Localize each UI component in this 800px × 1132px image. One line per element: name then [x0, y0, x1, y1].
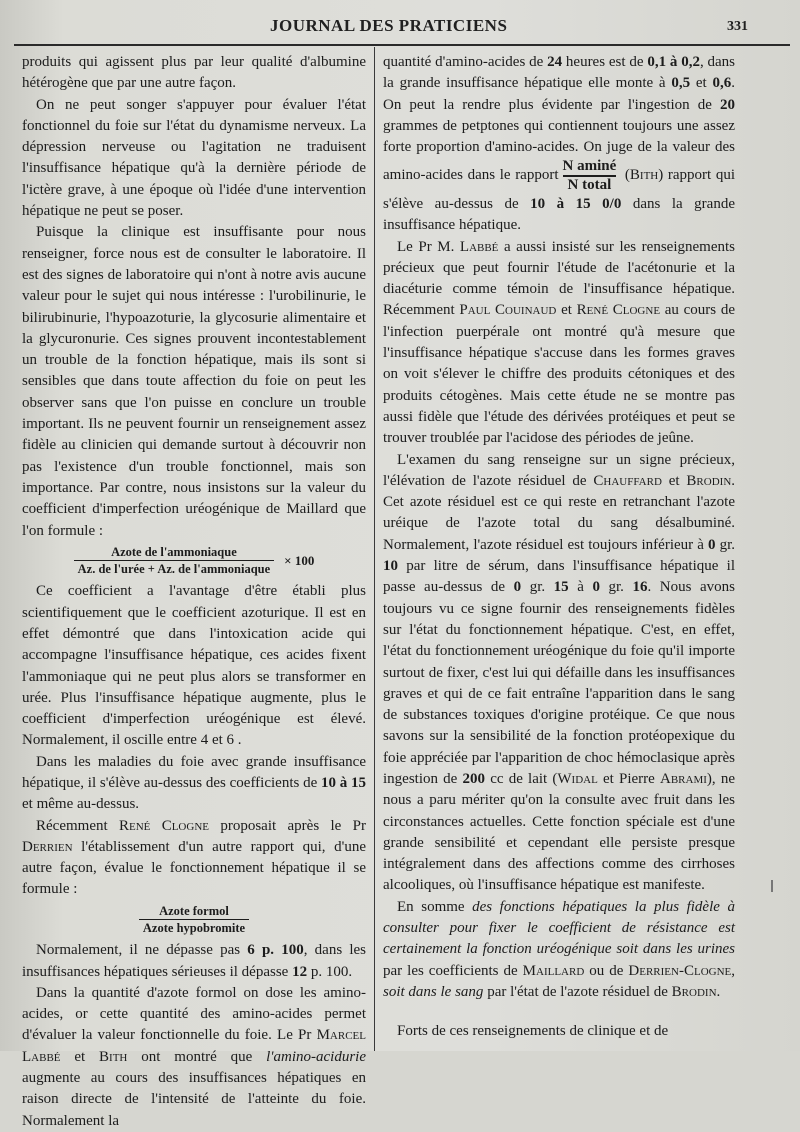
paragraph: On ne peut songer s'appuyer pour évaluer l'état fonctionnel du foie sur l'état du dynamisme nerveux. La dépression nerveuse ou l'agitation ne traduisent l'insuffisance hépatique qu'à la dernière période de l'ictère grave, à une époque où l'idée d'une intervention hépatique ne peut se poser. — [22, 96, 366, 220]
page-header — [0, 0, 800, 46]
paragraph: Normalement, il ne dépasse pas 6 p. 100, dans les insuffisances hépatiques sérieuses il dépasse 12 p. 100. — [22, 942, 367, 980]
paragraph: Forts de ces renseignements de clinique et de — [397, 1023, 669, 1040]
amino-ratio-fraction — [563, 158, 617, 194]
formula-fraction — [74, 544, 275, 578]
margin-mark — [771, 880, 773, 892]
author-name: René Clogne — [118, 817, 209, 834]
formula-multiplier: × 100 — [284, 552, 315, 568]
running-title: JOURNAL DES PRATICIENS — [270, 16, 508, 35]
author-name: Derrien — [22, 838, 73, 855]
author-name: Widal — [557, 771, 598, 787]
paragraph: Récemment René Clogne proposait après le Pr Derrien l'établissement d'un autre rapport qui, d'une autre façon, évalue le fonctionnement hépatique il se formule : — [22, 817, 367, 898]
paragraph: Puisque la clinique est insuffisante pour nous renseigner, force nous est de consulter le laboratoire. Il est des signes de laboratoire qui n'ont à notre avis aucune valeur pour le sujet qui nous intéresse : l'urobilinurie, le bilirubinurie, l'hypoazoturie, la glycosurie alimentaire et la glycuronurie. Ces signes prouvent incontestablement un trouble de la fonction hépatique, mais ils sont si sensibles que dans toute affection du foie on peut les observer sans que l'on puisse en conclure un trouble important. Ils ne peuvent fournir un renseignement assez fidèle au clinicien qui demande surtout à découvrir non pas l'existence d'un trouble fonctionnel, mais son importance. Par contre, nous insistons sur la valeur du coefficient d'imperfection uréogénique de Maillard que l'on formule : — [22, 224, 366, 539]
author-name: Marcel Labbé — [22, 1027, 366, 1065]
author-name: M. Labbé — [437, 238, 499, 255]
left-column — [22, 52, 366, 1132]
author-name: Brodin — [671, 983, 717, 1000]
author-name: Abrami — [660, 771, 707, 787]
header-rule — [14, 44, 790, 46]
author-name: Chauffard — [593, 472, 662, 489]
ratio-numerator: N aminé — [562, 158, 617, 175]
formula-denominator: Az. de l'urée + Az. de l'ammoniaque — [77, 562, 271, 577]
maillard-formula — [22, 544, 366, 578]
formula-denominator: Azote hypobromite — [142, 921, 246, 936]
author-name: Bith — [629, 167, 659, 184]
paragraph: quantité d'amino-acides de 24 heures est de 0,1 à 0,2, dans la grande insuffisance hépatique elle monte à 0,5 et 0,6. On peut la rendre plus évidente par l'ingestion de 20 grammes de petptones qui contiennent toujours une assez forte proportion d'amino-acides. On juge de la valeur des amino-acides dans le rapport $\frac{\text{N aminé}}{\text{N total}}$ (Bith) rapport qui s'élève au-dessus de 10 à 15 0/0 dans la grande insuffisance hépatique. — [383, 54, 735, 234]
author-name: Bith — [99, 1048, 128, 1065]
formula-numerator: Azote formol — [159, 903, 229, 918]
right-column — [383, 52, 735, 1043]
formula-numerator: Azote de l'ammoniaque — [111, 544, 237, 559]
paragraph: Le Pr M. Labbé a aussi insisté sur les renseignements précieux que peut fournir l'étude de l'acétonurie et la diacéturie comme témoin de l'insuffisance hépatique. Récemment Paul Couinaud et René Clogne au cours de l'infection puerpérale ont montré qu'à mesure que l'insuffisance hépatique s'accuse dans les formes graves on voit s'élever le chiffre des produits cétoniques et des produits cétogènes. Mais cette étude ne se montre pas aussi fidèle que l'étude des dérivées protéiques et peut se trouver troublée par l'acidose des périodes de jeûne. — [383, 238, 736, 447]
page-number: 331 — [727, 19, 748, 34]
author-name: Maillard — [522, 962, 585, 979]
paragraph: Dans les maladies du foie avec grande insuffisance hépatique, il s'élève au-dessus des coefficients de 10 à 15 et même au-dessus. — [22, 753, 366, 813]
paragraph: En somme des fonctions hépatiques la plus fidèle à consulter pour fixer le coefficient de résistance est certainement la fonction uréogénique soit dans les urines par les coefficients de Maillard ou de Derrien-Clogne, soit dans le sang par l'état de l'azote résiduel de Brodin. — [383, 898, 735, 1000]
paragraph: L'examen du sang renseigne sur un signe précieux, l'élévation de l'azote résiduel de Chauffard et Brodin. Cet azote résiduel est ce qui reste en retranchant l'azote uréique de l'azote total du sang désalbuminé. Normalement, l'azote résiduel est toujours inférieur à 0 gr. 10 par litre de sérum, dans l'insuffisance hépatique il passe au-dessus de 0 gr. 15 à 0 gr. 16. Nous avons toujours vu ce signe fournir des renseignements fidèles sur l'état du fonctionnement hépatique. C'est, en effet, l'état du fonctionnement uréogénique du foie qu'il importe surtout de fixer, c'est lui qui défaille dans les insuffisances graves et qui de ce fait entraîne l'apparition dans le sang de substances toxiques d'origine protéique. Ce que nous savons sur la sensibilité de la fonction protéopexique du foie appréciée par l'apparition de choc hémoclasique après ingestion de 200 cc de lait (Widal et Pierre Abrami), ne nous a paru mériter qu'on la consulte avec fruit dans les circonstances actuelles. Cette fonction spéciale est d'une grande sensibilité et cependant elle persiste presque intégralement dans des affections comme des cirrhoses alcooliques, où l'insuffisance hépatique est manifeste. — [383, 451, 736, 894]
derrien-clogne-formula — [22, 903, 366, 937]
author-name: Paul Couinaud — [459, 302, 557, 319]
formula-fraction — [139, 903, 249, 937]
author-name: Brodin — [686, 472, 732, 489]
paragraph: Ce coefficient a l'avantage d'être établi plus scientifiquement que le coefficient azoturique. Il est en effet démontré que dans l'intoxication acide qui accompagne l'insuffisance hépatique, ces acides fixent l'ammoniaque qui ne peut plus alors se transformer en urée. Plus l'insuffisance hépatique augmente, plus le coefficient d'imperfection uréogénique est élevé. Normalement, il oscille entre 4 et 6 . — [22, 583, 366, 749]
column-divider — [374, 47, 375, 1051]
paragraph: Dans la quantité d'azote formol on dose les amino-acides, or cette quantité des amino-acides permet d'évaluer la valeur fonctionnelle du foie. Le Pr Marcel Labbé et Bith ont montré que l'amino-acidurie augmente au cours des insuffisances hépatiques en raison directe de l'intensité de l'atteinte du foie. Normalement la — [22, 984, 366, 1129]
author-name: Derrien-Clogne — [628, 962, 732, 979]
paragraph: produits qui agissent plus par leur qualité d'albumine hétérogène que par une autre façon. — [22, 54, 366, 92]
author-name: René Clogne — [576, 302, 661, 319]
ratio-denominator: N total — [567, 176, 612, 193]
